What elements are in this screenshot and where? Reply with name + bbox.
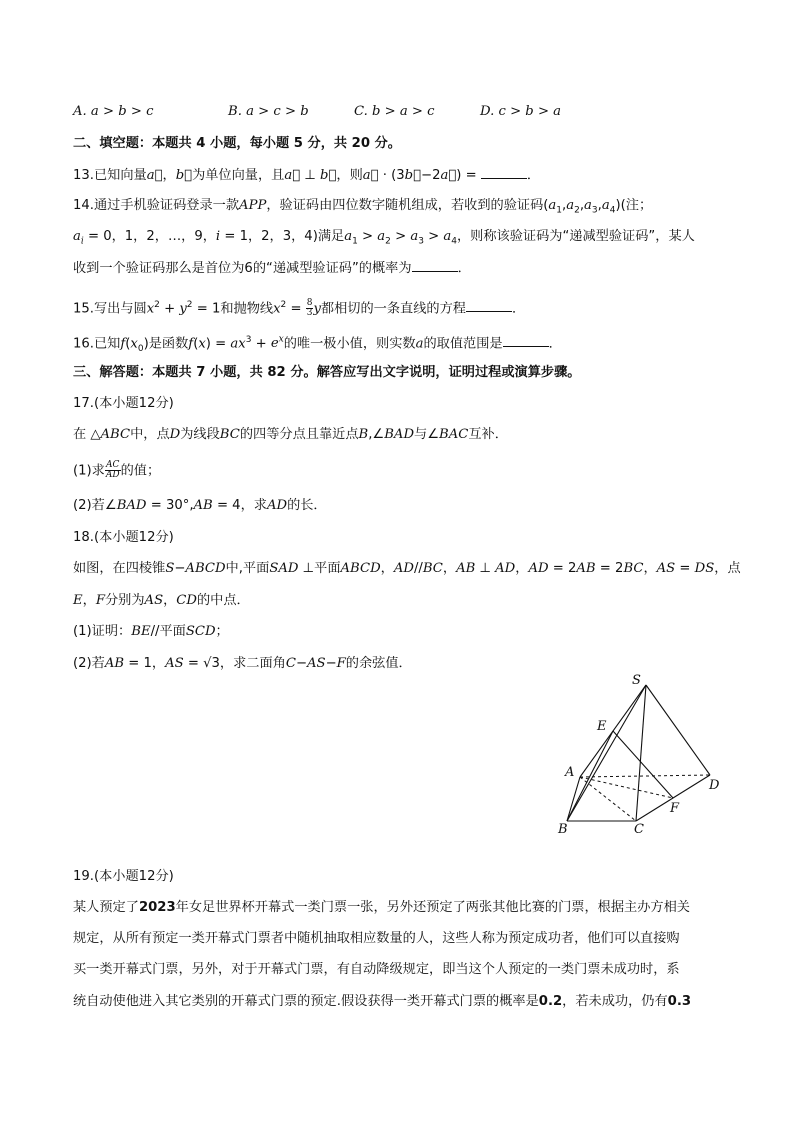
edge-sd — [646, 685, 710, 775]
option-d: D. c > b > a — [480, 104, 562, 119]
question-19-line2: 规定，从所有预定一类开幕式门票者中随机抽取相应数量的人，这些人称为预定成功者，他们可以直接购 — [73, 931, 680, 946]
question-19-title: 19.(本小题12分) — [73, 869, 174, 884]
pyramid-figure — [550, 672, 730, 837]
label-f: F — [670, 801, 680, 816]
question-19-line3: 买一类开幕式门票，另外，对于开幕式门票，有自动降级规定，即当这个人预定的一类门票未成功时，系 — [73, 962, 680, 977]
label-d: D — [709, 778, 720, 793]
question-19-line1: 某人预定了2023年女足世界杯开幕式一类门票一张，另外还预定了两张其他比赛的门票，根据主办方相关 — [73, 900, 690, 915]
question-14-line3: 收到一个验证码那么是首位为6的“递减型验证码”的概率为 ． — [73, 261, 471, 276]
hidden-af — [580, 777, 673, 798]
question-18-line1: 如图，在四棱锥S−ABCD中,平面SAD ⊥平面ABCD，AD//BC，AB ⊥ AD，AD = 2AB = 2BC，AS = DS，点 — [73, 561, 741, 576]
label-c: C — [634, 822, 644, 837]
option-a: A. a > b > c — [73, 104, 154, 119]
question-16: 16.已知$f(x_0)$是函数$f(x) = ax^3 + e^x$的唯一极小值，则实数a的取值范围是 ． — [73, 335, 562, 355]
label-b: B — [558, 822, 568, 837]
edge-sc — [636, 685, 646, 821]
section3-header: 三、解答题：本题共 7 小题，共 82 分。解答应写出文字说明，证明过程或演算步骤。 — [73, 365, 581, 380]
edge-sb — [567, 685, 646, 821]
question-17-stem: 在 △ABC中，点D为线段BC的四等分点且靠近点B,∠BAD与∠BAC互补． — [73, 427, 508, 442]
answer-blank[interactable] — [466, 299, 512, 312]
question-13: 13.已知向量a⃗，b⃗为单位向量，且a⃗ ⊥ b⃗，则a⃗ · (3b⃗−2a⃗) = ． — [73, 168, 541, 183]
question-18-title: 18.(本小题12分) — [73, 530, 174, 545]
option-c: C. b > a > c — [354, 104, 435, 119]
segment-ef — [613, 731, 673, 798]
question-18-part2: (2)若AB = 1，AS = √3，求二面角C−AS−F的余弦值． — [73, 656, 412, 671]
question-14-line1: 14.通过手机验证码登录一款APP，验证码由四位数字随机组成，若收到的验证码$(a_1,a_2,a_3,a_4)$(注； — [73, 198, 653, 216]
fraction-8-3: $\frac{8}{3}$ — [306, 297, 313, 318]
hidden-ad — [580, 775, 710, 777]
question-15: 15.写出与圆$x^2 + y^2 = 1$和抛物线$x^2$ = $\frac{8}{3}$ y都相切的一条直线的方程 ． — [73, 297, 526, 318]
question-17-title: 17.(本小题12分) — [73, 396, 174, 411]
question-14-line2: $a_i = 0$，1，2，…，9，i = 1，2，3，4)满足$a_1 > a_2 > a_3 > a_4$，则称该验证码为“递减型验证码”，某人 — [73, 229, 695, 247]
fraction-ac-ad: $\frac{AC}{AD}$ — [105, 460, 120, 480]
answer-blank[interactable] — [412, 259, 458, 272]
label-e: E — [597, 719, 607, 734]
question-17-part1: (1)求 $\frac{AC}{AD}$ 的值； — [73, 460, 161, 480]
option-b: B. a > c > b — [228, 104, 309, 119]
question-18-line2: E，F分别为AS，CD的中点． — [73, 593, 250, 608]
question-18-part1: (1)证明：BE//平面SCD； — [73, 624, 229, 639]
q12-options — [73, 103, 561, 121]
section2-header: 二、填空题：本题共 4 小题，每小题 5 分，共 20 分。 — [73, 136, 401, 151]
question-19-line4: 统自动使他进入其它类别的开幕式门票的预定.假设获得一类开幕式门票的概率是0.2，若未成功，仍有0.3 — [73, 994, 692, 1009]
question-17-part2: (2)若∠BAD = 30°,AB = 4，求AD的长． — [73, 498, 327, 513]
label-s: S — [632, 673, 641, 688]
label-a: A — [565, 765, 575, 780]
answer-blank[interactable] — [503, 334, 549, 347]
answer-blank[interactable] — [481, 166, 527, 179]
